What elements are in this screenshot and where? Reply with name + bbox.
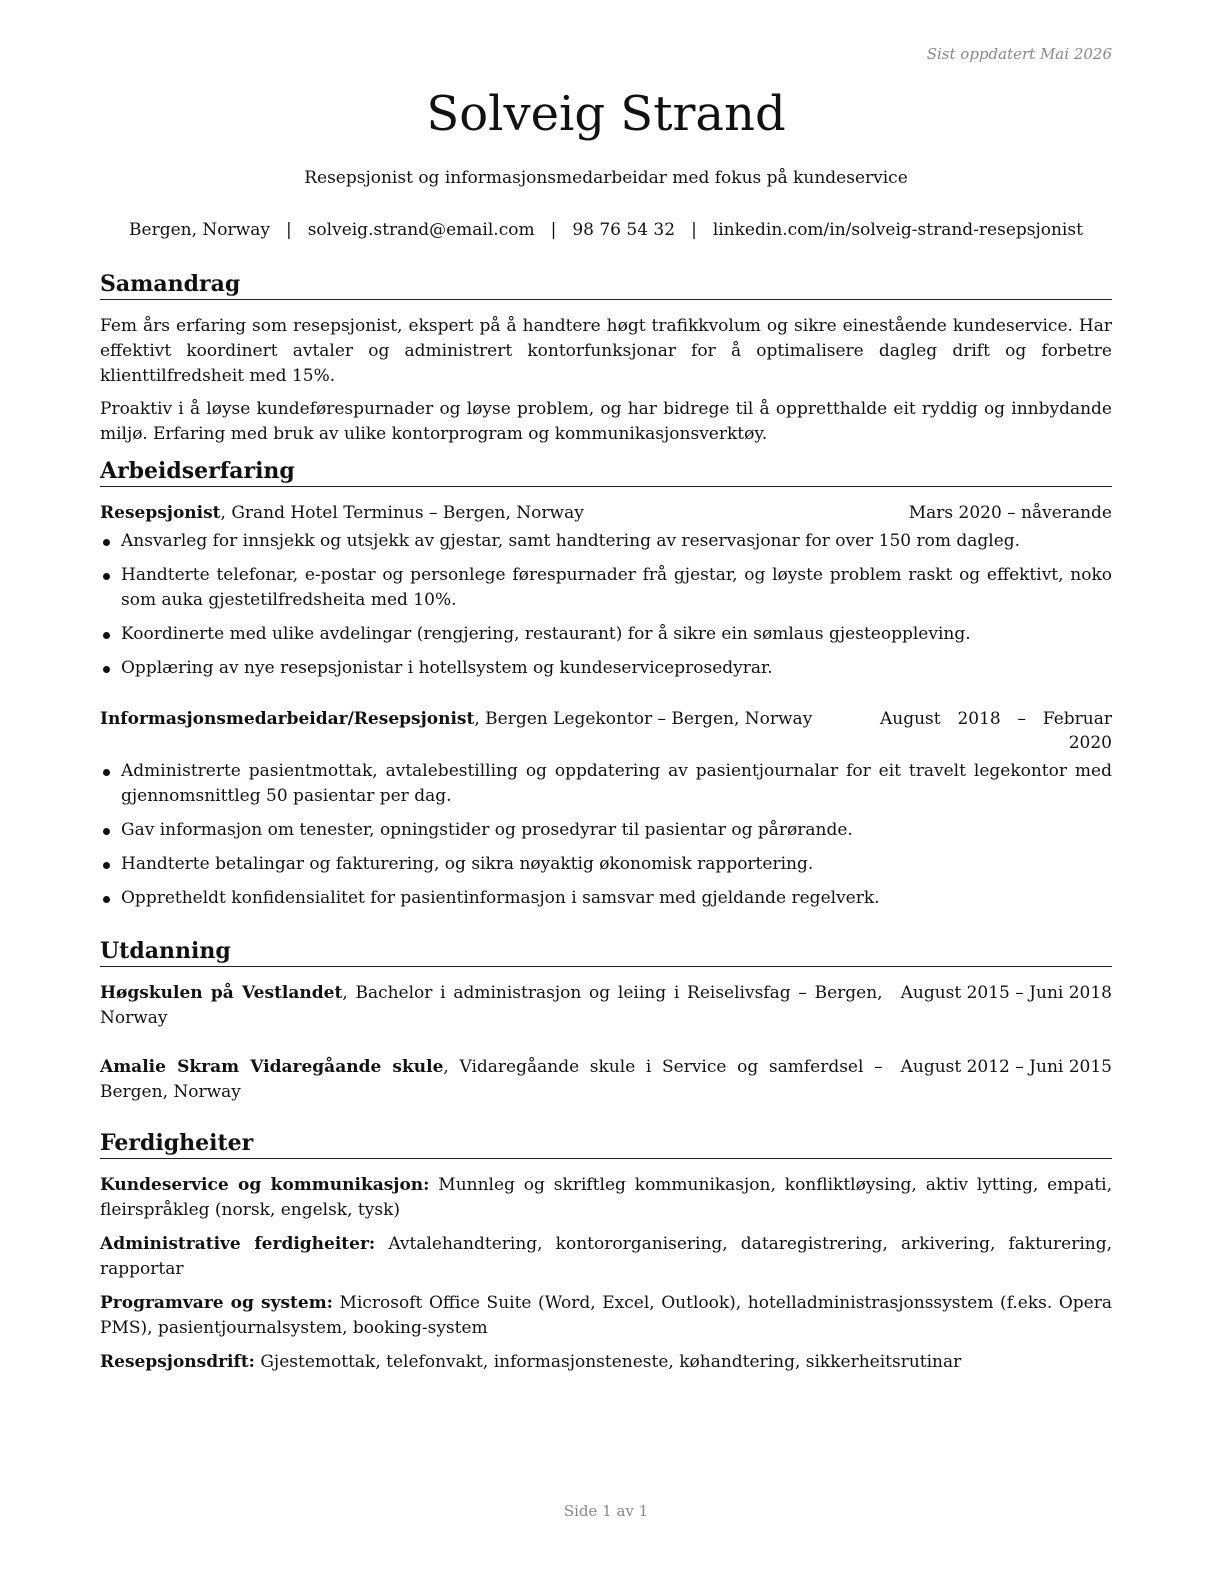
education-section [100, 937, 1112, 1105]
contact-location: Bergen, Norway [129, 220, 270, 240]
contact-separator: | [691, 220, 697, 240]
skill-text: Avtalehandtering, kontororganisering, dataregistrering, arkivering, fakturering, rapportar [100, 1234, 1113, 1279]
summary-paragraph: Proaktiv i å løyse kundeførespurnader og løyse problem, og har bidrege til å oppretthalde eit ryddig og innbydande miljø. Erfaring med bruk av ulike kontorprogram og kommunikasjonsverktøy. [100, 399, 1112, 444]
job-employer: , Bergen Legekontor – Bergen, Norway [474, 709, 813, 729]
experience-section [100, 457, 1112, 911]
education-entry [100, 1055, 1112, 1105]
job-dates: August 2018 – Februar 2020 [880, 709, 1112, 753]
skill-line [100, 1232, 1112, 1282]
job-bullet: Koordinerte med ulike avdelingar (rengjering, restaurant) for å sikre ein sømlaus gjesteoppleving. [100, 622, 1112, 647]
job-dates: Mars 2020 – nåverande [908, 503, 1112, 523]
section-heading-education: Utdanning [100, 937, 1112, 967]
contact-phone: 98 76 54 32 [572, 220, 676, 240]
skill-line [100, 1173, 1112, 1223]
skill-line [100, 1350, 1112, 1375]
job-bullet-list [100, 759, 1112, 911]
tagline: Resepsjonist og informasjonsmedarbeidar med fokus på kundeservice [304, 168, 908, 188]
skill-text: Munnleg og skriftleg kommunikasjon, konfliktløysing, aktiv lytting, empati, fleirspråkleg (norsk, engelsk, tysk) [100, 1175, 1112, 1220]
job-bullet: Handterte betalingar og fakturering, og sikra nøyaktig økonomisk rapportering. [100, 852, 1112, 877]
skill-text: Gjestemottak, telefonvakt, informasjonsteneste, køhandtering, sikkerheitsrutinar [254, 1352, 962, 1372]
contact-line [100, 220, 1112, 240]
section-heading-summary: Samandrag [100, 270, 1112, 300]
skill-line [100, 1291, 1112, 1341]
contact-email-link[interactable]: solveig.strand@email.com [307, 220, 535, 240]
skill-label: Kundeservice og kommunikasjon: [100, 1175, 430, 1195]
job-bullet-list [100, 529, 1112, 681]
skill-label: Administrative ferdigheiter: [100, 1234, 376, 1254]
contact-linkedin-link[interactable]: linkedin.com/in/solveig-strand-resepsjonist [712, 220, 1083, 240]
education-entry [100, 981, 1112, 1031]
contact-separator: | [285, 220, 292, 240]
education-dates: August 2012 – Juni 2015 [900, 1057, 1112, 1077]
job-bullet: Opplæring av nye resepsjonistar i hotellsystem og kundeserviceprosedyrar. [100, 656, 1112, 681]
section-heading-skills: Ferdigheiter [100, 1129, 1112, 1159]
summary-section [100, 270, 1112, 447]
candidate-name: Solveig Strand [426, 86, 786, 142]
job-bullet: Gav informasjon om tenester, opningstider og prosedyrar til pasientar og pårørande. [100, 818, 1112, 843]
skill-label: Resepsjonsdrift: [100, 1352, 255, 1372]
last-updated-note: Sist oppdatert Mai 2026 [926, 45, 1112, 63]
job-role: Informasjonsmedarbeidar/Resepsjonist [100, 709, 475, 729]
job-bullet: Oppretheldt konfidensialitet for pasientinformasjon i samsvar med gjeldande regelverk. [100, 886, 1112, 911]
resume-body [100, 270, 1112, 1385]
job-bullet: Ansvarleg for innsjekk og utsjekk av gjestar, samt handtering av reservasjonar for over 150 rom dagleg. [100, 529, 1112, 554]
school-name: Amalie Skram Vidaregåande skule [100, 1057, 444, 1077]
skills-section [100, 1129, 1112, 1375]
job-entry [100, 501, 1112, 681]
school-name: Høgskulen på Vestlandet [100, 983, 343, 1003]
job-bullet: Administrerte pasientmottak, avtalebestilling og oppdatering av pasientjournalar for eit travelt legekontor med gjennomsnittleg 50 pasientar per dag. [100, 759, 1112, 809]
resume-page [100, 0, 1112, 1584]
job-entry [100, 707, 1112, 911]
job-role: Resepsjonist [100, 503, 221, 523]
skill-text: Microsoft Office Suite (Word, Excel, Outlook), hotelladministrasjonssystem (f.eks. Opera PMS), pasientjournalsystem, booking-system [100, 1293, 1112, 1338]
job-employer: , Grand Hotel Terminus – Bergen, Norway [220, 503, 584, 523]
degree-detail: , Vidaregåande skule i Service og samferdsel – Bergen, Norway [100, 1057, 883, 1102]
contact-separator: | [550, 220, 557, 240]
section-heading-experience: Arbeidserfaring [100, 457, 1112, 487]
education-dates: August 2015 – Juni 2018 [900, 983, 1112, 1003]
summary-paragraph: Fem års erfaring som resepsjonist, ekspert på å handtere høgt trafikkvolum og sikre einestående kundeservice. Har effektivt koordinert avtaler og administrert kontorfunksjonar for å optimalisere dagleg drift og forbetre klienttilfredsheit med 15%. [100, 316, 1112, 386]
skill-label: Programvare og system: [100, 1293, 333, 1313]
page-number: Side 1 av 1 [563, 1502, 649, 1520]
degree-detail: , Bachelor i administrasjon og leiing i Reiselivsfag – Bergen, Norway [100, 983, 883, 1028]
job-bullet: Handterte telefonar, e-postar og personlege førespurnader frå gjestar, og løyste problem raskt og effektivt, noko som auka gjestetilfredsheita med 10%. [100, 563, 1112, 613]
